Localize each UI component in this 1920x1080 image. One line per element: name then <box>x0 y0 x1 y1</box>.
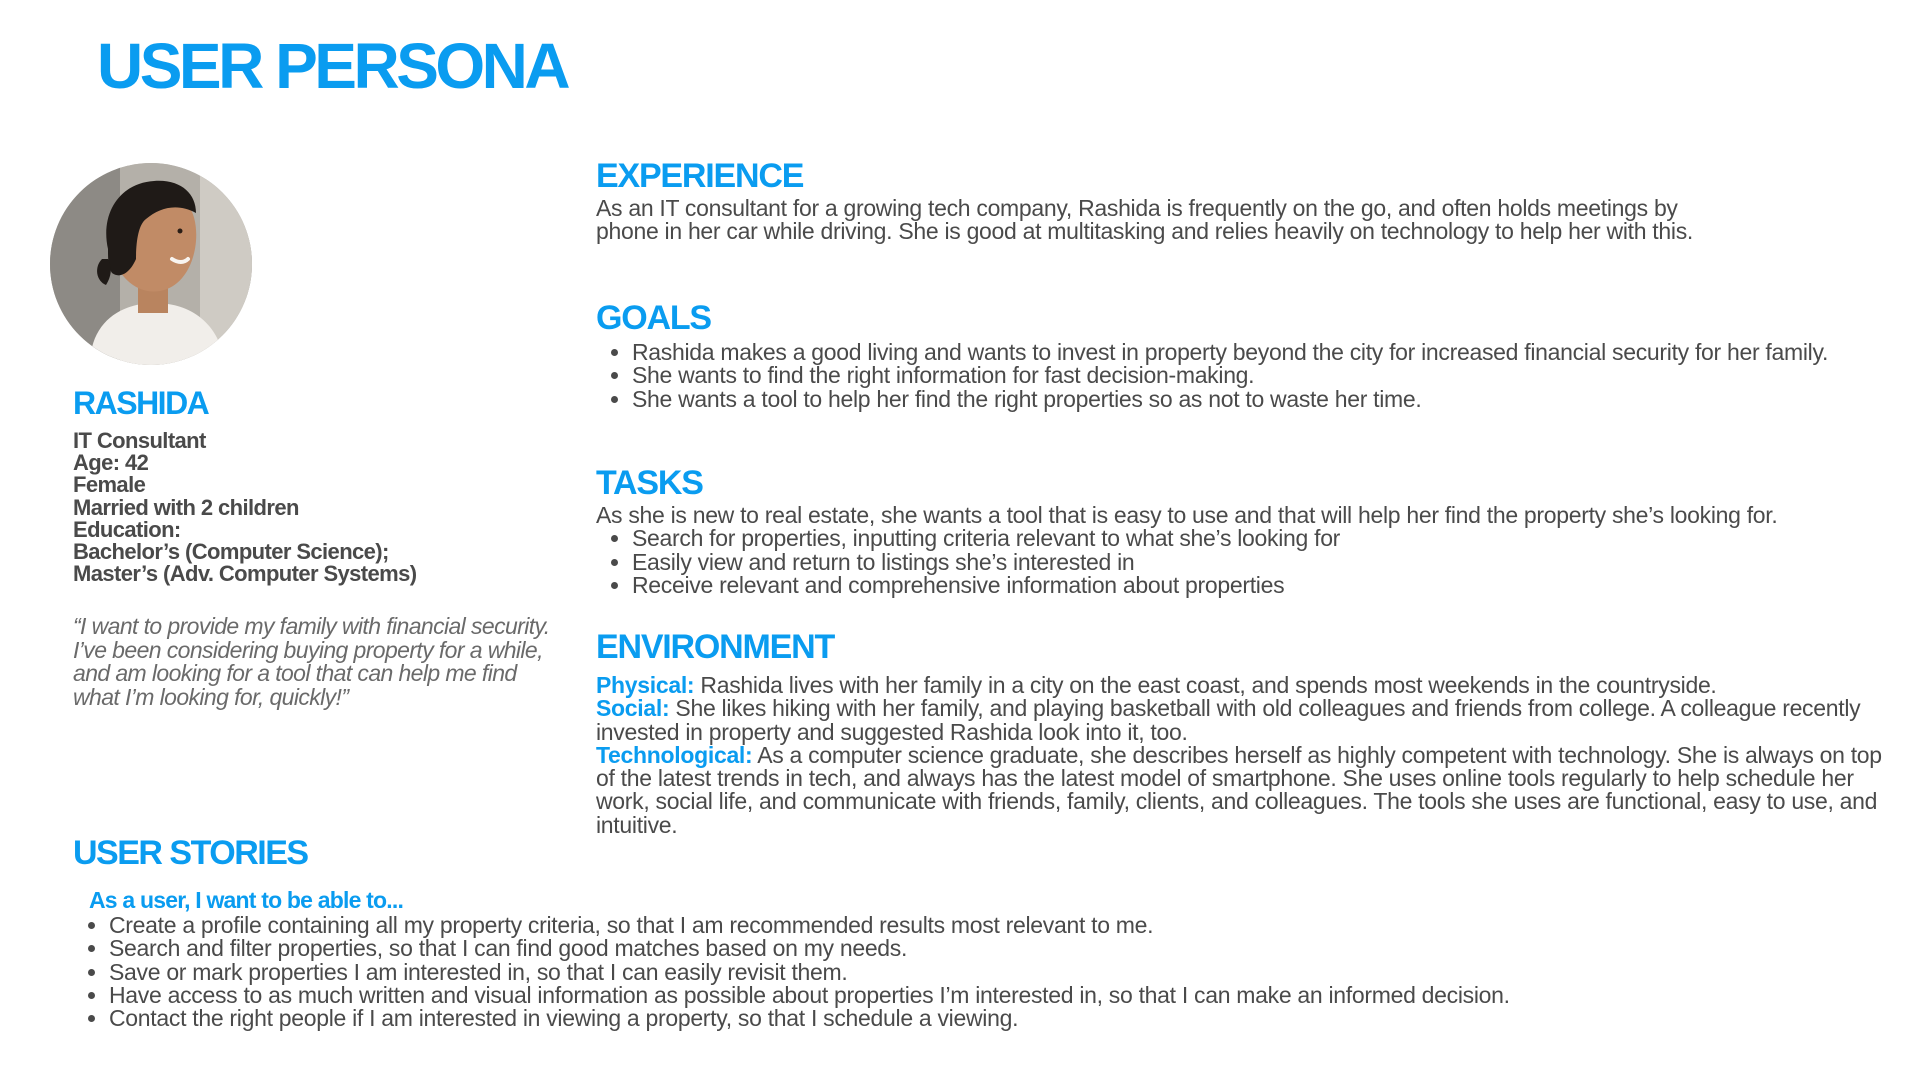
user-stories-section <box>73 832 1873 1030</box>
goal-item: • She wants to find the right information for fast decision-making. <box>632 364 1896 387</box>
user-stories-heading: USER STORIES <box>73 834 308 872</box>
user-story-item: • Search and filter properties, so that I can find good matches based on my needs. <box>109 937 1873 960</box>
goal-item: • Rashida makes a good living and wants to invest in property beyond the city for increased financial security for her family. <box>632 341 1896 364</box>
user-story-item: • Contact the right people if I am interested in viewing a property, so that I schedule a viewing. <box>109 1007 1873 1030</box>
fact-gender: Female <box>73 472 146 498</box>
task-item: • Easily view and return to listings she’s interested in <box>632 551 1896 574</box>
page-title: USER PERSONA <box>97 30 568 102</box>
experience-section <box>596 155 1896 244</box>
user-stories-subheading: As a user, I want to be able to... <box>89 887 404 913</box>
persona-name: RASHIDA <box>73 385 209 421</box>
goals-section <box>596 297 1896 411</box>
task-item: • Search for properties, inputting criteria relevant to what she’s looking for <box>632 527 1896 550</box>
experience-text: As an IT consultant for a growing tech company, Rashida is frequently on the go, and often holds meetings by phone in her car while driving. She is good at multitasking and relies heavily on technology to help her with this. <box>596 195 1693 245</box>
persona-facts <box>73 430 553 585</box>
tasks-heading: TASKS <box>596 464 703 502</box>
technological-label: Technological: <box>596 741 753 768</box>
fact-occupation: IT Consultant <box>73 428 206 453</box>
social-label: Social: <box>596 695 670 722</box>
environment-text <box>596 674 1886 837</box>
fact-age: Age: 42 <box>73 450 149 476</box>
user-story-item: • Save or mark properties I am interested in, so that I can easily revisit them. <box>109 961 1873 984</box>
experience-heading: EXPERIENCE <box>596 157 804 195</box>
technological-text: As a computer science graduate, she describes herself as highly competent with technology. She is always on top of the latest trends in tech, and always has the latest model of smartphone. She uses online tools regularly to help schedule her work, social life, and communicate with friends, family, clients, and colleagues. The tools she uses are functional, easy to use, and intuitive. <box>596 741 1882 838</box>
social-text: She likes hiking with her family, and playing basketball with old colleagues and friends from college. A colleague recently invested in property and suggested Rashida look into it, too. <box>596 695 1861 745</box>
user-story-item: • Create a profile containing all my property criteria, so that I am recommended results most relevant to me. <box>109 914 1873 937</box>
environment-physical <box>596 674 1886 697</box>
environment-section <box>596 626 1896 837</box>
tasks-list <box>596 527 1896 597</box>
goals-heading: GOALS <box>596 299 711 337</box>
user-story-item: • Have access to as much written and visual information as possible about properties I’m interested in, so that I can make an informed decision. <box>109 984 1873 1007</box>
persona-avatar <box>50 163 252 365</box>
physical-label: Physical: <box>596 672 695 698</box>
fact-education-label: Education: <box>73 516 181 542</box>
persona-quote: “I want to provide my family with financial security. I’ve been considering buying property for a while, and am looking for a tool that can help me find what I’m looking for, quickly!” <box>73 613 550 710</box>
environment-heading: ENVIRONMENT <box>596 628 835 666</box>
environment-technological <box>596 741 1886 838</box>
tasks-intro: As she is new to real estate, she wants a tool that is easy to use and that will help her find the property she’s looking for. <box>596 502 1778 528</box>
environment-social <box>596 697 1886 744</box>
fact-masters: Master’s (Adv. Computer Systems) <box>73 561 417 587</box>
goal-item: • She wants a tool to help her find the right properties so as not to waste her time. <box>632 388 1896 411</box>
fact-bachelors: Bachelor’s (Computer Science); <box>73 539 389 565</box>
fact-family: Married with 2 children <box>73 494 299 520</box>
persona-profile <box>73 380 553 709</box>
physical-text: Rashida lives with her family in a city on the east coast, and spends most weekends in the countryside. <box>694 672 1717 698</box>
persona-photo-icon <box>50 163 252 365</box>
user-stories-list <box>73 914 1873 1030</box>
goals-list <box>596 341 1896 411</box>
tasks-section <box>596 462 1896 597</box>
task-item: • Receive relevant and comprehensive information about properties <box>632 574 1896 597</box>
